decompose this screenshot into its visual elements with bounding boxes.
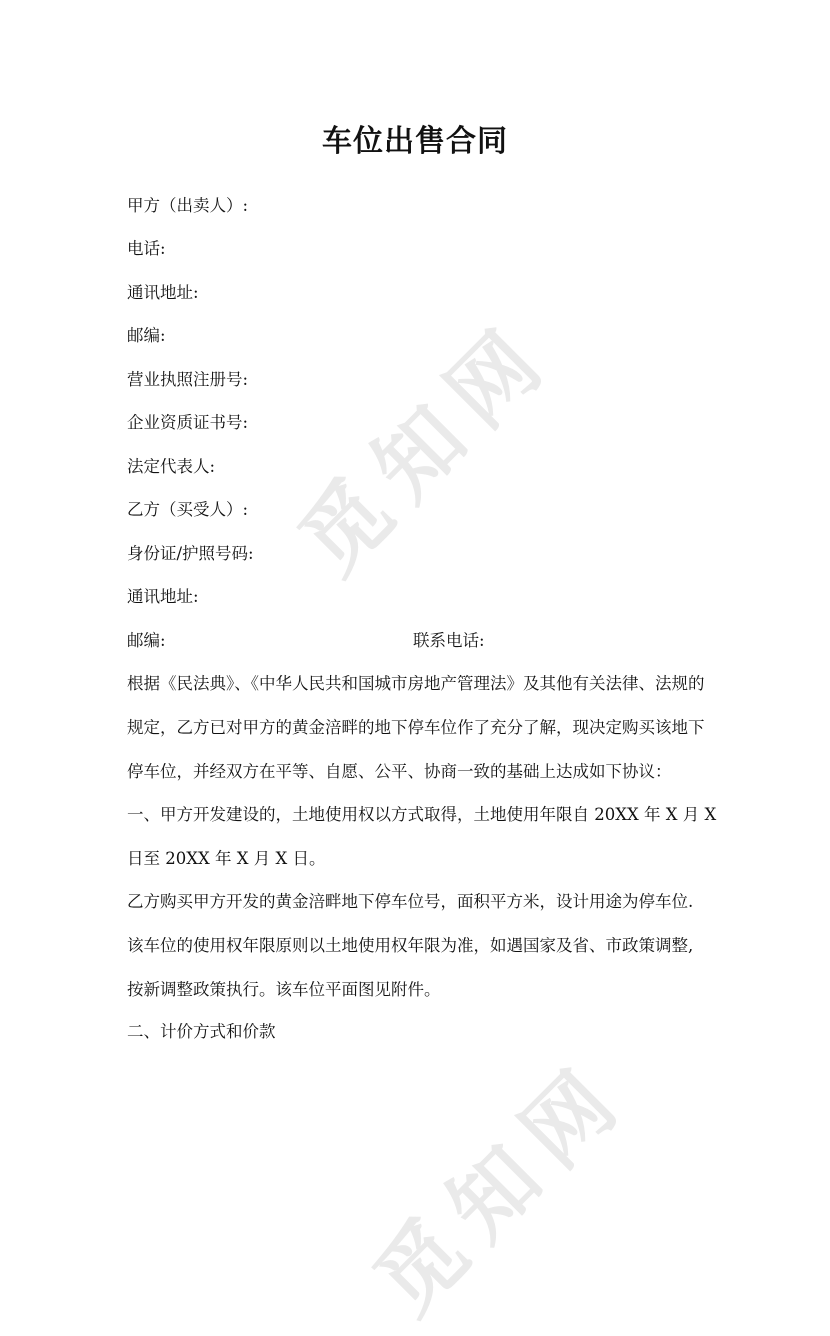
clause-1-detail-line: 按新调整政策执行。该车位平面图见附件。 — [127, 980, 441, 999]
party-a-address: 通讯地址: — [127, 283, 199, 302]
party-b-label: 乙方（买受人）: — [127, 500, 249, 519]
preamble-paragraph — [127, 673, 710, 783]
party-b-contact-phone: 联系电话: — [413, 631, 485, 650]
party-a-license: 营业执照注册号: — [127, 370, 249, 389]
clause-1-detail-line: 该车位的使用权年限原则以土地使用权年限为准，如遇国家及省、市政策调整, — [127, 936, 694, 955]
preamble-line: 根据《民法典》、《中华人民共和国城市房地产管理法》及其他有关法律、法规的 — [127, 674, 705, 693]
clause-1-detail-paragraph — [127, 891, 710, 1001]
preamble-line: 停车位，并经双方在平等、自愿、公平、协商一致的基础上达成如下协议： — [127, 762, 672, 781]
clause-1-line: 日至 20XX 年 X 月 X 日。 — [127, 849, 326, 868]
party-b-postcode: 邮编: — [127, 631, 166, 650]
watermark: 觅知网 — [280, 301, 573, 594]
party-a-label: 甲方（出卖人）: — [127, 196, 249, 215]
clause-1-line: 一、甲方开发建设的，土地使用权以方式取得，土地使用年限自 20XX 年 X 月 X — [127, 805, 717, 824]
watermark: 觅知网 — [355, 1041, 648, 1334]
party-b-address: 通讯地址: — [127, 587, 199, 606]
clause-1-detail-line: 乙方购买甲方开发的黄金涪畔地下停车位号，面积平方米，设计用途为停车位. — [127, 892, 694, 911]
preamble-line: 规定，乙方已对甲方的黄金涪畔的地下停车位作了充分了解，现决定购买该地下 — [127, 718, 705, 737]
party-a-qualification: 企业资质证书号: — [127, 413, 249, 432]
clause-2-heading: 二、计价方式和价款 — [127, 1022, 276, 1041]
party-b-id-number: 身份证/护照号码: — [127, 544, 254, 563]
party-a-phone: 电话: — [127, 239, 166, 258]
page-title: 车位出售合同 — [322, 124, 508, 159]
party-a-legal-rep: 法定代表人: — [127, 457, 216, 476]
clause-1-paragraph — [127, 804, 717, 870]
party-a-postcode: 邮编: — [127, 326, 166, 345]
